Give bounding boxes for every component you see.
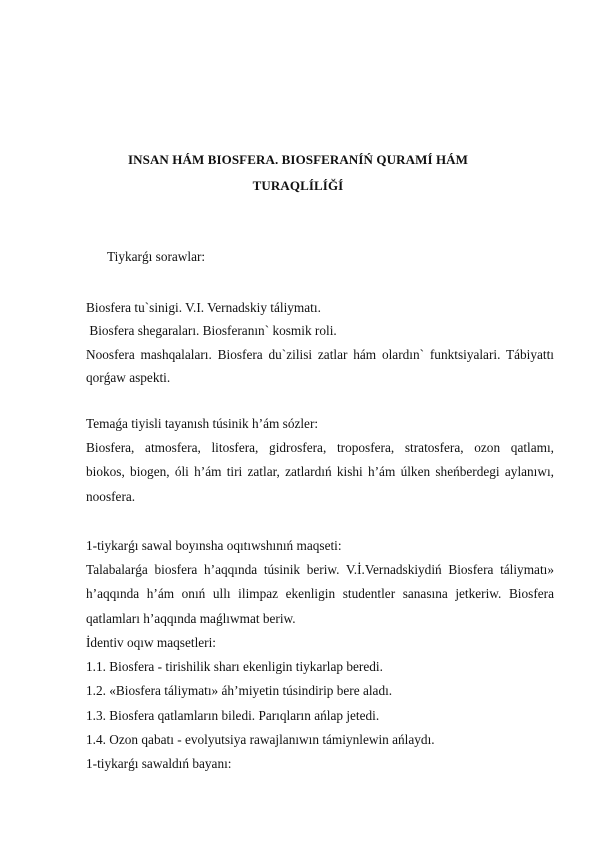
objective-item: 1.1. Biosfera - tirishilik sharı ekenligin tiykarlap beredi.	[86, 659, 383, 674]
purpose-line: Talabalarǵa biosfera h’aqqında túsinik beriw. V.İ.Vernadskiydiń Biosfera táliymatı»	[86, 562, 554, 577]
objective-item: 1.2. «Biosfera táliymatı» áh’miyetin túsindirip bere aladı.	[86, 683, 393, 698]
purpose-line: qatlamları h’aqqında maǵlıwmat beriw.	[86, 611, 296, 626]
questions-heading: Tiykarǵı sorawlar:	[107, 249, 206, 264]
question-item: Biosfera shegaraları. Biosferanın` kosmik roli.	[86, 323, 337, 338]
objectives-heading: İdentiv oqıw maqsetleri:	[86, 635, 216, 650]
objective-item: 1.3. Biosfera qatlamların biledi. Parıqların ańlap jetedi.	[86, 708, 380, 723]
concepts-line: noosfera.	[86, 489, 136, 504]
purpose-heading: 1-tiykarǵı sawal boyınsha oqıtıwshınıń maqseti:	[86, 538, 342, 553]
objective-item: 1.4. Ozon qabatı - evolyutsiya rawajlanıwın támiynlewin ańlaydı.	[86, 732, 435, 747]
concepts-heading: Temaǵa tiyisli tayanısh túsinik h’ám sózler:	[86, 416, 319, 431]
concepts-line: biokos, biogen, óli h’ám tiri zatlar, zatlardıń kishi h’ám úlken sheńberdegi aylanıwı,	[86, 464, 554, 479]
purpose-line: h’aqqında h’ám onıń ullı ilimpaz ekenligin studentler sanasına jetkeriw. Biosfera	[86, 586, 554, 601]
closing-heading: 1-tiykarǵı sawaldıń bayanı:	[86, 756, 232, 771]
document-title-line-2: TURAQLÍLÍĞÍ	[252, 178, 344, 193]
question-item: Biosfera tu`sinigi. V.I. Vernadskiy táliymatı.	[86, 300, 321, 315]
concepts-line: Biosfera, atmosfera, litosfera, gidrosfera, troposfera, stratosfera, ozon qatlamı,	[86, 440, 554, 455]
question-item: Noosfera mashqalaları. Biosfera du`zilisi zatlar hám olardın` funktsiyalari. Tábiyattı	[86, 347, 554, 362]
document-title-line-1: INSAN HÁM BIOSFERA. BIOSFERANÍŃ QURAMÍ HÁM	[127, 152, 469, 167]
question-item: qorǵaw aspekti.	[86, 370, 171, 385]
